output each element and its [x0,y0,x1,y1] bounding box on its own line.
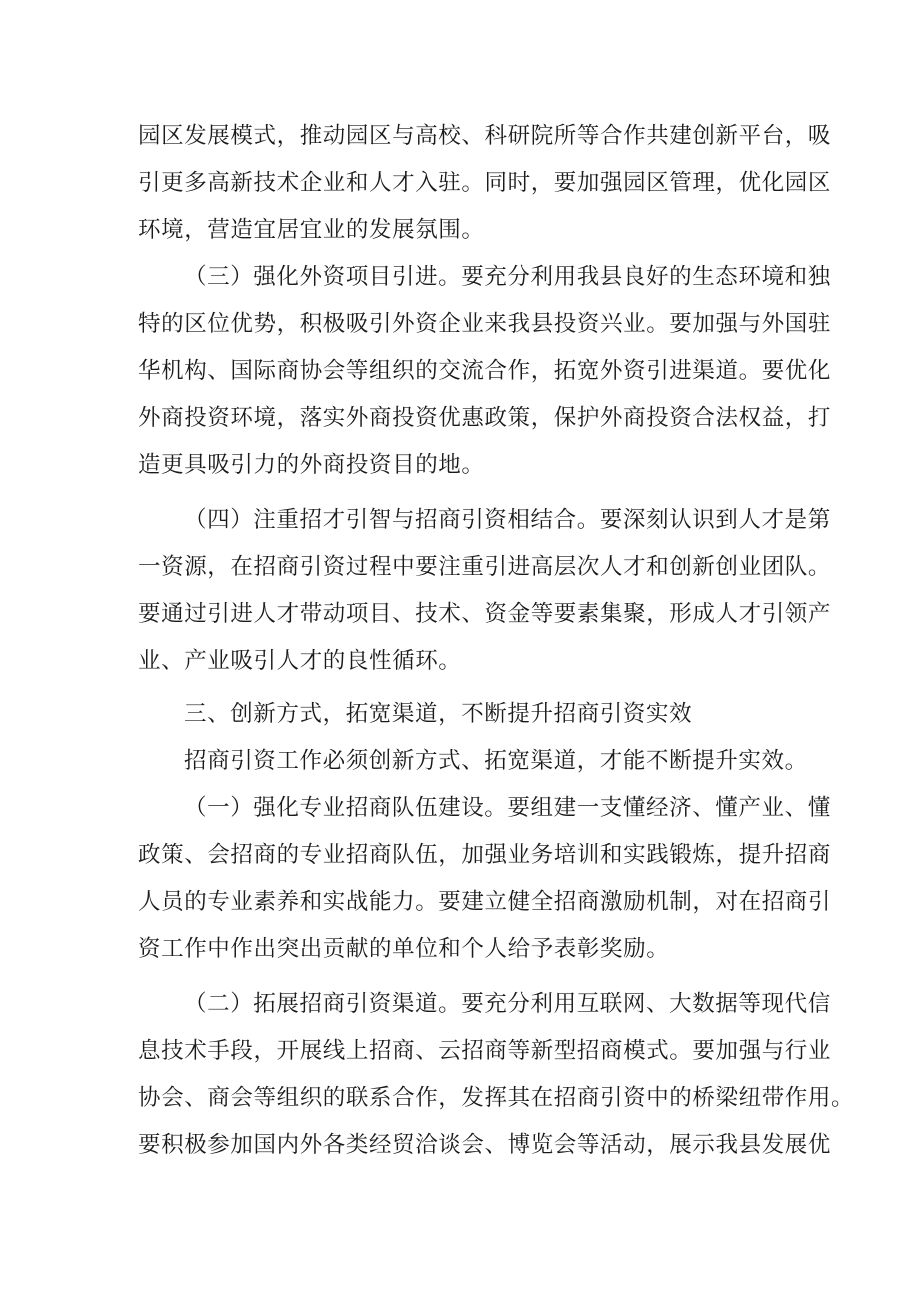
body-text-line: 园区发展模式，推动园区与高校、科研院所等合作共建创新平台，吸 [138,123,832,149]
paragraph-first-line: （二）拓展招商引资渠道。要充分利用互联网、大数据等现代信 [184,991,831,1017]
body-text-line: 一资源，在招商引资过程中要注重引进高层次人才和创新创业团队。 [138,554,832,580]
body-text-line: 华机构、国际商协会等组织的交流合作，拓宽外资引进渠道。要优化 [138,358,832,384]
body-text-line: 特的区位优势，积极吸引外资企业来我县投资兴业。要加强与外国驻 [138,311,832,337]
body-text-line: 造更具吸引力的外商投资目的地。 [138,452,485,478]
section-heading: 三、创新方式，拓宽渠道，不断提升招商引资实效 [184,701,693,727]
body-text-line: 协会、商会等组织的联系合作，发挥其在招商引资中的桥梁纽带作用。 [138,1085,855,1111]
body-text-line: 要积极参加国内外各类经贸洽谈会、博览会等活动，展示我县发展优 [138,1132,832,1158]
body-text-line: 环境，营造宜居宜业的发展氛围。 [138,217,485,243]
body-text-line: 资工作中作出突出贡献的单位和个人给予表彰奖励。 [138,936,670,962]
body-text-line: 人员的专业素养和实战能力。要建立健全招商激励机制，对在招商引 [138,889,832,915]
body-text-line: 外商投资环境，落实外商投资优惠政策，保护外商投资合法权益，打 [138,405,832,431]
paragraph-first-line: （四）注重招才引智与招商引资相结合。要深刻认识到人才是第 [184,507,831,533]
body-text-line: 政策、会招商的专业招商队伍，加强业务培训和实践锻炼，提升招商 [138,842,832,868]
body-text-line: 息技术手段，开展线上招商、云招商等新型招商模式。要加强与行业 [138,1038,832,1064]
paragraph-first-line: 招商引资工作必须创新方式、拓宽渠道，才能不断提升实效。 [184,748,808,774]
body-text-line: 引更多高新技术企业和人才入驻。同时，要加强园区管理，优化园区 [138,170,832,196]
body-text-line: 要通过引进人才带动项目、技术、资金等要素集聚，形成人才引领产 [138,601,832,627]
paragraph-first-line: （一）强化专业招商队伍建设。要组建一支懂经济、懂产业、懂 [184,795,831,821]
paragraph-first-line: （三）强化外资项目引进。要充分利用我县良好的生态环境和独 [184,264,831,290]
body-text-line: 业、产业吸引人才的良性循环。 [138,648,462,674]
